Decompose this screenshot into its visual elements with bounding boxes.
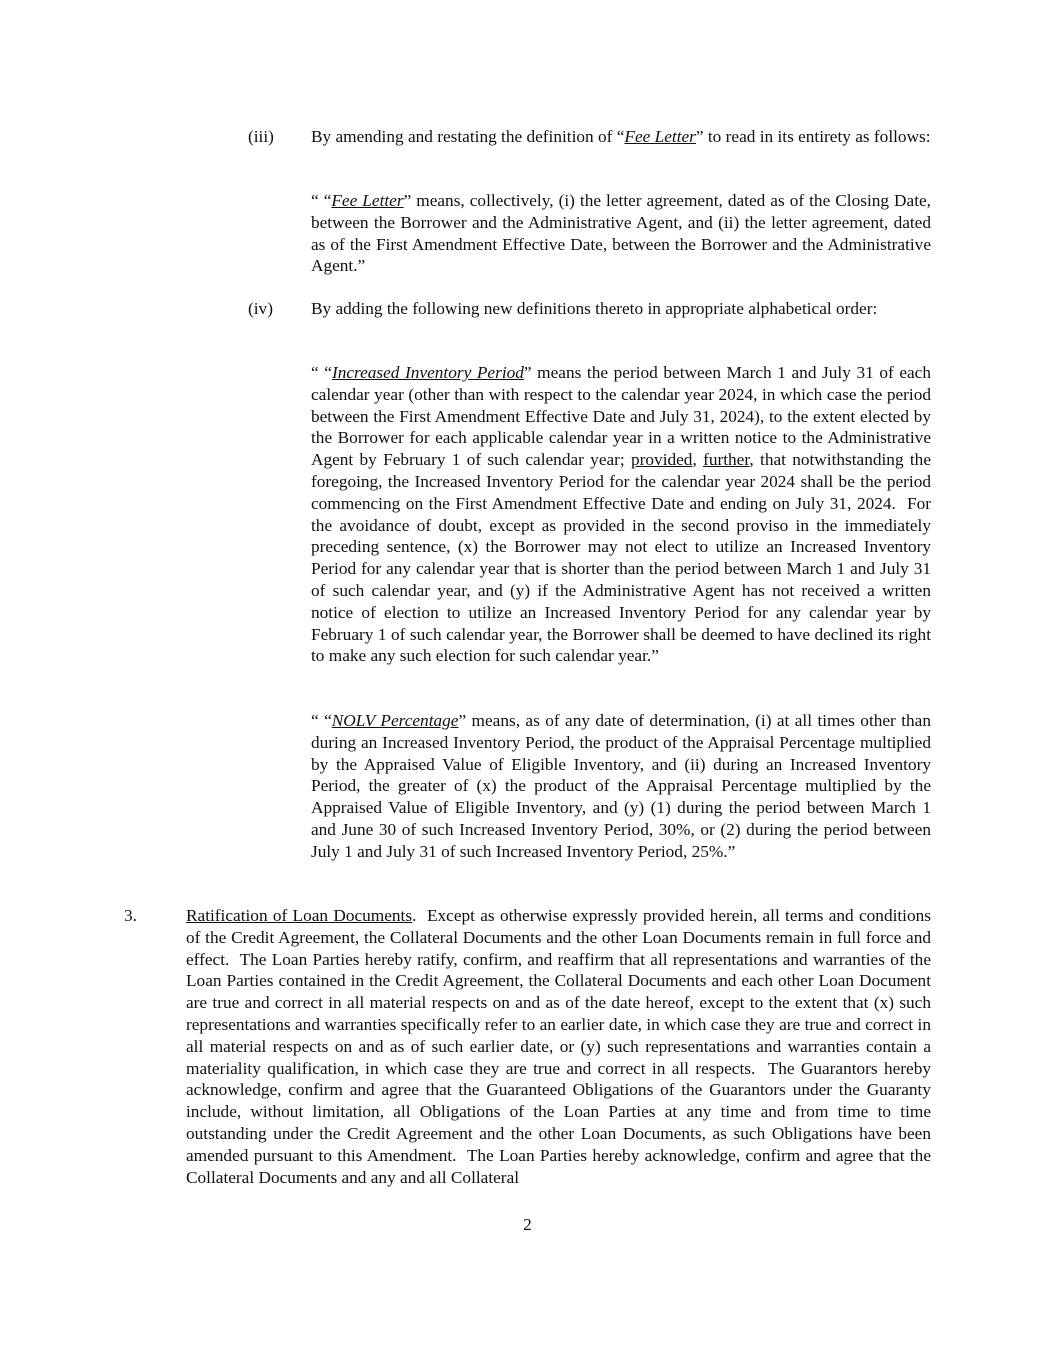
section-3-body: Ratification of Loan Documents. Except as otherwise expressly provided herein, all terms and conditions of the Credit Agreement, the Collateral Documents and the other Loan Documents remain in full force and effect. The Loan Parties hereby ratify, confirm, and reaffirm that all representations and warranties of the Loan Parties contained in the Credit Agreement, the Collateral Documents and each other Loan Document are true and correct in all material respects on and as of the date hereof, except to the extent that (x) such representations and warranties specifically refer to an earlier date, in which case they are true and correct in all material respects on and as of such earlier date, or (y) such representations and warranties contain a materiality qualification, in which case they are true and correct in all respects. The Guarantors hereby acknowledge, confirm and agree that the Guaranteed Obligations of the Guarantors under the Guaranty include, without limitation, all Obligations of the Loan Parties at any time and from time to time outstanding under the Credit Agreement and the other Loan Documents, as such Obligations have been amended pursuant to this Amendment. The Loan Parties hereby acknowledge, confirm and agree that the Collateral Documents and any and all Collateral [186, 906, 931, 1187]
fee-letter-term: Fee Letter [624, 127, 696, 146]
nolv-percentage-definition: “ “NOLV Percentage” means, as of any date of determination, (i) at all times other than during an Increased Inventory Period, the product of the Appraisal Percentage multiplied by the Appraised Value of Eligible Inventory, and (ii) during an Increased Inventory Period, the greater of (x) the product of the Appraisal Percentage multiplied by the Appraised Value of Eligible Inventory, and (y) (1) during the period between March 1 and June 30 of such Increased Inventory Period, 30%, or (2) during the period between July 1 and July 31 of such Increased Inventory Period, 25%.” [311, 711, 931, 861]
increased-inventory-period-definition: “ “Increased Inventory Period” means the period between March 1 and July 31 of each calendar year (other than with respect to the calendar year 2024, in which case the period between the First Amendment Effective Date and July 31, 2024), to the extent elected by the Borrower for each applicable calendar year in a written notice to the Administrative Agent by February 1 of such calendar year; provided, further, that notwithstanding the foregoing, the Increased Inventory Period for the calendar year 2024 shall be the period commencing on the First Amendment Effective Date and ending on July 31, 2024. For the avoidance of doubt, except as provided in the second proviso in the immediately preceding sentence, (x) the Borrower may not elect to utilize an Increased Inventory Period for any calendar year that is shorter than the period between March 1 and July 31 of such calendar year, and (y) if the Administrative Agent has not received a written notice of election to utilize an Increased Inventory Period for any calendar year by February 1 of such calendar year, the Borrower shall be deemed to have declined its right to make any such election for such calendar year.” [311, 363, 931, 666]
item-iv-intro: By adding the following new definitions thereto in appropriate alphabetical order: [311, 299, 878, 318]
item-iii-intro: By amending and restating the definition of “Fee Letter” to read in its entirety as follows: [311, 127, 931, 146]
section-3-heading: Ratification of Loan Documents [186, 906, 413, 925]
further-term: further [703, 450, 750, 470]
fee-letter-defined-term: Fee Letter [331, 191, 404, 210]
item-iii-label: (iii) [248, 127, 274, 146]
item-iv-label: (iv) [248, 299, 273, 318]
nolv-percentage-term: NOLV Percentage [331, 711, 459, 730]
fee-letter-definition: “ “Fee Letter” means, collectively, (i) the letter agreement, dated as of the Closing Date, between the Borrower and the Administrative Agent, and (ii) the letter agreement, dated as of the First Amendment Effective Date, between the Borrower and the Administrative Agent.” [311, 191, 931, 276]
provided-term: provided [631, 450, 693, 470]
increased-inventory-period-term: Increased Inventory Period [331, 363, 524, 382]
section-3-number: 3. [124, 906, 137, 925]
page-number: 2 [523, 1215, 532, 1234]
